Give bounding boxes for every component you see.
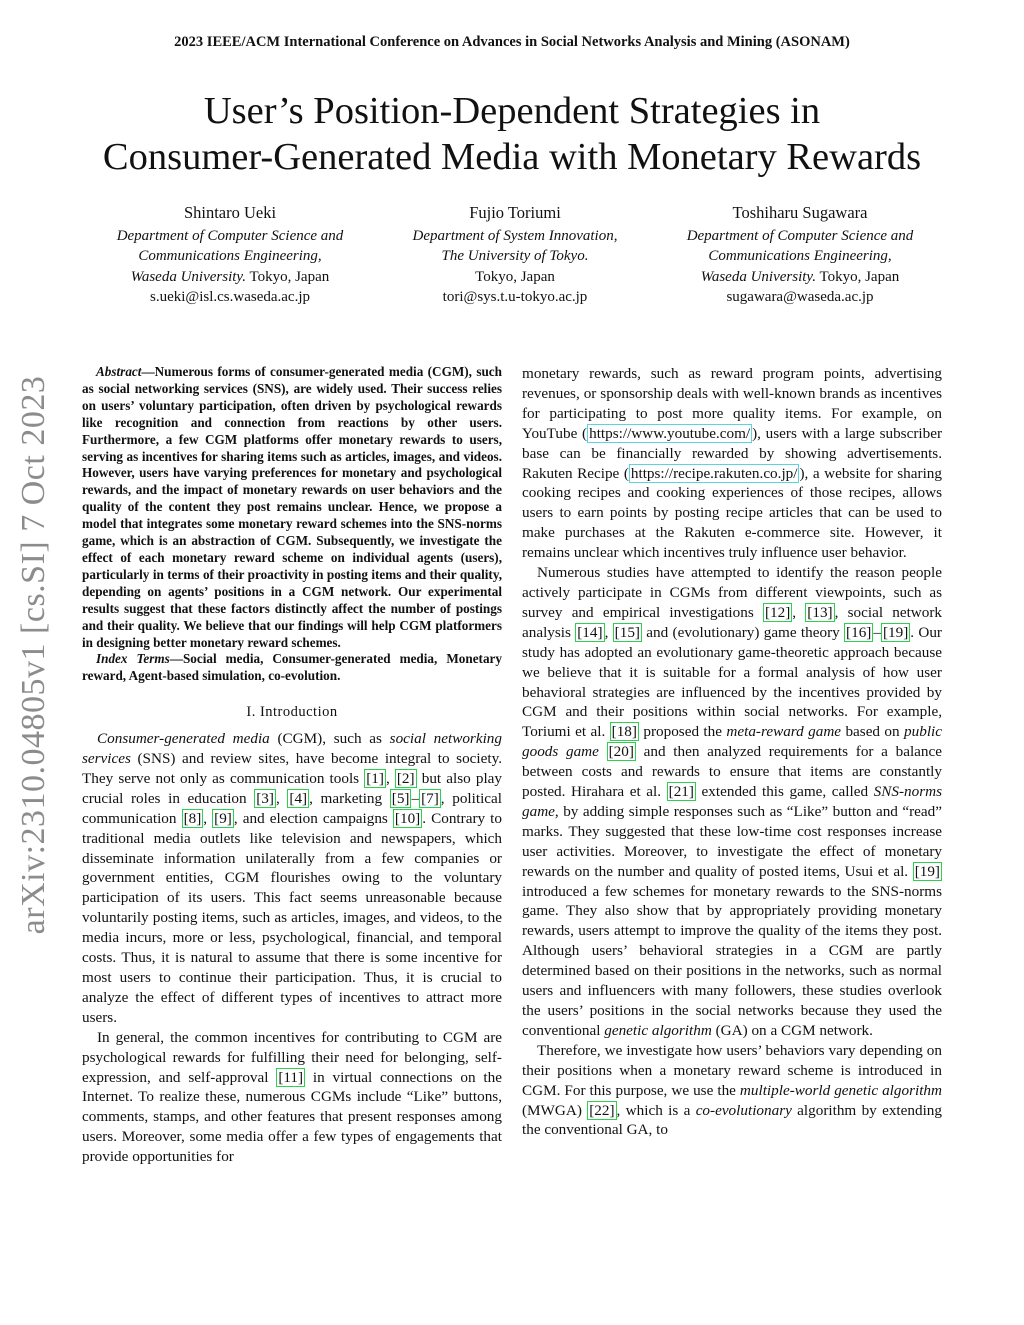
- author-3: [665, 203, 935, 308]
- author-dept: Department of Computer Science and: [686, 227, 914, 244]
- citation-link[interactable]: [20]: [608, 743, 634, 761]
- intro-paragraph-2: In general, the common incentives for contributing to CGM are psychological rewards for fulfilling their need for belonging, self-expression, and self-approval [11] in virtual connections on the Internet. To realize these, numerous CGMs include “Like” buttons, comments, stamps, and other features that present responses among users. Moreover, some media offer a few types of engagements that provide opportunities for: [82, 1028, 502, 1166]
- citation-link[interactable]: [12]: [764, 603, 791, 621]
- conference-header: 2023 IEEE/ACM International Conference on Advances in Social Networks Analysis and Mining (ASONAM): [174, 34, 850, 50]
- citation-link[interactable]: [19]: [914, 862, 940, 880]
- citation-link[interactable]: [3]: [256, 789, 274, 807]
- citation-link[interactable]: [15]: [614, 623, 640, 641]
- citation-link[interactable]: [21]: [668, 783, 694, 801]
- citation-link[interactable]: [10]: [394, 809, 421, 827]
- author-affiliation: Waseda University. Tokyo, Japan: [700, 268, 900, 285]
- author-dept: The University of Tokyo.: [441, 248, 589, 264]
- intro-paragraph-4: Numerous studies have attempted to identify the reason people actively participate in CGMs from different viewpoints, such as survey and empirical investigations [12] , [13] , social network analysis [14] , [15] and (evolutionary) game theory [16] – [19] . Our study has adopted an evolutionary game-theoretic approach because we believe that it is suitable for a formal analysis of how user behavioral strategies are influenced by the incentives provided by CGM and their positions within social networks. For example, Toriumi et al. [18] proposed the meta-reward game based on public goods game [20] and then analyzed requirements for a balance between costs and rewards to ensure that items are constantly posted. Hirahara et al. [21] extended this game, called SNS-norms game, by adding simple responses such as “Like” button and “read” marks. They suggested that these low-time cost responses increase user activities. Moreover, to investigate the effect of monetary rewards on the number and quality of posted items, Usui et al. [19] introduced a few schemes for monetary rewards to the SNS-norms game. They also show that by appropriately providing monetary rewards, users attempt to improve the quality of the items they post. Although users’ behavioral strategies in a CGM are partly determined based on their positions in the networks, such as normal users and influencers with many followers, these studies overlook the users’ positions in the social networks because they used the conventional genetic algorithm (GA) on a CGM network.: [522, 564, 943, 1039]
- author-email[interactable]: s.ueki@isl.cs.waseda.ac.jp: [149, 289, 311, 305]
- citation-link[interactable]: [8]: [183, 809, 202, 827]
- left-column: [82, 364, 502, 1167]
- author-2: [380, 203, 650, 308]
- abstract: Abstract—Numerous forms of consumer-generated media (CGM), such as social networking services (SNS), are widely used. Their success relies on users’ voluntary participation, often driven by psychological rewards like recognition and connection from reactions by other users. Furthermore, a few CGM platforms offer monetary rewards to users, serving as incentives for sharing items such as articles, images, and videos. However, users have varying preferences for monetary and psychological rewards, and the impact of monetary rewards on user behaviors and the quality of the content they post remains unclear. Hence, we propose a model that integrates some monetary reward schemes into the SNS-norms game, which is an abstraction of CGM. Subsequently, we investigate the effect of each monetary reward scheme on individual agents (users), particularly in terms of their proactivity in posting items and their quality, depending on agents’ positions in a CGM network. Our experimental results suggest that these factors distinctly affect the number of postings and their quality. We believe that our findings will help CGM platformers in designing better monetary reward schemes.: [82, 364, 502, 650]
- citation-link[interactable]: [13]: [807, 603, 833, 621]
- author-block: [95, 203, 935, 308]
- citation-link[interactable]: [14]: [577, 623, 603, 641]
- citation-link[interactable]: [5]: [391, 789, 410, 807]
- citation-link[interactable]: [4]: [289, 789, 308, 807]
- rakuten-link[interactable]: https://recipe.rakuten.co.jp/: [630, 464, 798, 482]
- author-name: Fujio Toriumi: [469, 203, 561, 222]
- citation-link[interactable]: [22]: [589, 1101, 615, 1119]
- author-affiliation: Waseda University. Tokyo, Japan: [130, 268, 330, 285]
- arxiv-stamp: [4, 375, 64, 935]
- index-terms: Index Terms—Social media, Consumer-generated media, Monetary reward, Agent-based simulation, co-evolution.: [82, 651, 502, 684]
- intro-paragraph-1: Consumer-generated media (CGM), such as social networking services (SNS) and review sites, have become integral to society. They serve not only as communication tools [1] , [2] but also play crucial roles in education [3] , [4] , marketing [5] – [7] , political communication [8] , [9] , and election campaigns [10] . Contrary to traditional media outlets like television and newspapers, which disseminate information unilaterally from a few companies or government entities, CGM flourishes owing to the voluntary participation of its users. This fact seems unreasonable because voluntarily posting items, such as articles, images, and videos, to the media incurs, more or less, psychological, financial, and temporal costs. Thus, it is natural to assume that there is some incentive for most users to continue their participation. Thus, it is crucial to analyze the effect of different types of incentives to attract more users.: [82, 730, 502, 1026]
- author-affiliation: Tokyo, Japan: [475, 268, 555, 285]
- intro-paragraph-5: Therefore, we investigate how users’ behaviors vary depending on their positions when a monetary reward scheme is introduced in CGM. For this purpose, we use the multiple-world genetic algorithm (MWGA) [22] , which is a co-evolutionary algorithm by extending the conventional GA, to: [522, 1041, 942, 1139]
- arxiv-stamp-text[interactable]: arXiv:2310.04805v1 [cs.SI] 7 Oct 2023: [15, 375, 52, 935]
- author-dept: Communications Engineering,: [138, 248, 322, 264]
- section-heading: I. Introduction: [246, 704, 338, 721]
- citation-link[interactable]: [11]: [278, 1068, 304, 1086]
- author-name: Shintaro Ueki: [183, 203, 277, 222]
- author-1: [95, 203, 365, 308]
- author-dept: Department of System Innovation,: [412, 227, 618, 244]
- citation-link[interactable]: [9]: [214, 809, 232, 827]
- citation-link[interactable]: [2]: [396, 769, 415, 787]
- intro-paragraph-3: monetary rewards, such as reward program points, advertising revenues, or sponsorship deals with well-known brands as incentives for participating to post more quality items. For example, on YouTube ( https://www.youtube.com/ ), users with a large subscriber base can be financially rewarded by showing advertisements. Rakuten Recipe ( https://recipe.rakuten.co.jp/ ), a website for sharing cooking recipes and cooking experiences of those recipes, allows users to earn points by posting recipe articles that can be used to make purchases at the Rakuten e-commerce site. However, it remains unclear which incentives truly influence user behavior.: [522, 365, 942, 562]
- author-email[interactable]: tori@sys.t.u-tokyo.ac.jp: [442, 289, 588, 305]
- right-column: [522, 364, 942, 1140]
- title-line-1: User’s Position-Dependent Strategies in: [203, 90, 821, 132]
- author-email[interactable]: sugawara@waseda.ac.jp: [726, 289, 874, 305]
- citation-link[interactable]: [1]: [366, 769, 384, 787]
- author-dept: Communications Engineering,: [708, 248, 892, 264]
- citation-link[interactable]: [19]: [882, 623, 909, 641]
- citation-link[interactable]: [7]: [421, 789, 439, 807]
- author-name: Toshiharu Sugawara: [732, 203, 868, 222]
- paper-title: [40, 88, 984, 180]
- citation-link[interactable]: [18]: [611, 723, 637, 741]
- title-line-2: Consumer-Generated Media with Monetary Rewards: [102, 136, 922, 178]
- author-dept: Department of Computer Science and: [116, 227, 344, 244]
- youtube-link[interactable]: https://www.youtube.com/: [589, 424, 751, 442]
- citation-link[interactable]: [16]: [846, 623, 872, 641]
